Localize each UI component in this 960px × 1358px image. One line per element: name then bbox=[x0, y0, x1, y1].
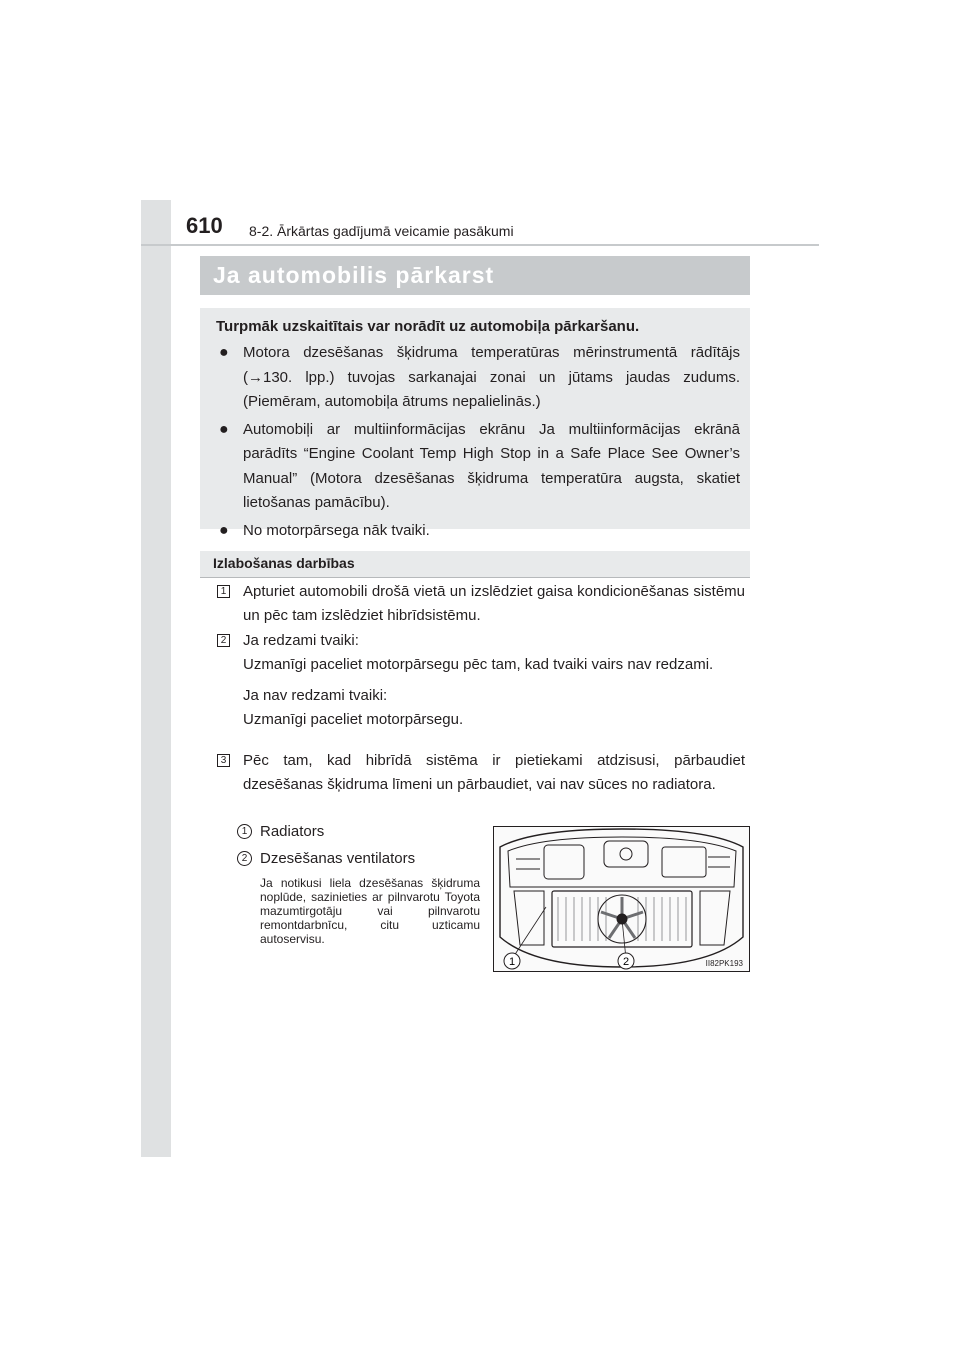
figure-callout-1: 1 bbox=[508, 956, 516, 968]
section-title-bar bbox=[200, 256, 750, 295]
header-rule bbox=[141, 244, 819, 246]
subsection-title: Izlabošanas darbības bbox=[213, 555, 355, 571]
subsection-rule bbox=[200, 577, 750, 578]
page-title: Ja automobilis pārkarst bbox=[213, 262, 495, 288]
chapter-title: 8-2. Ārkārtas gadījumā veicamie pasākumi bbox=[249, 223, 514, 239]
symptom-item bbox=[216, 418, 740, 516]
subsection-title-bar bbox=[200, 551, 750, 577]
symptom-item bbox=[216, 519, 740, 544]
figure-callout-2: 2 bbox=[622, 956, 630, 968]
engine-bay-illustration bbox=[493, 826, 750, 972]
step-2-action: Uzmanīgi paceliet motorpārsegu. bbox=[243, 711, 464, 728]
step-text bbox=[243, 629, 745, 732]
legend-number: 2 bbox=[237, 851, 252, 866]
step-3-text: Pēc tam, kad hibrīdā sistēma ir pietiekami atdzisusi, pārbaudiet dzesēšanas šķidruma līmeni un pārbaudiet, vai nav sūces no radiatora. bbox=[243, 752, 745, 793]
step-1-text: Apturiet automobili drošā vietā un izslēdziet gaisa kondicionēšanas sistēmu un pēc tam izslēdziet hibrīdsistēmu. bbox=[243, 583, 745, 624]
figure-code: II82PK193 bbox=[705, 959, 743, 968]
step-2-action: Uzmanīgi paceliet motorpārsegu pēc tam, kad tvaiki vairs nav redzami. bbox=[243, 656, 714, 673]
bullet-icon: ● bbox=[219, 521, 229, 539]
legend-label-radiator: Radiators bbox=[260, 823, 325, 840]
legend-label-fan: Dzesēšanas ventilators bbox=[260, 850, 416, 867]
step-2-condition: Ja redzami tvaiki: bbox=[243, 632, 359, 649]
engine-bay-drawing bbox=[494, 827, 749, 971]
symptoms-lead: Turpmāk uzskaitītais var norādīt uz automobiļa pārkaršanu. bbox=[216, 318, 640, 335]
step-2-condition: Ja nav redzami tvaiki: bbox=[243, 687, 388, 704]
page-number: 610 bbox=[186, 213, 223, 238]
bullet-icon: ● bbox=[219, 344, 229, 361]
symptom-text: No motorpārsega nāk tvaiki. bbox=[243, 521, 430, 539]
bullet-icon: ● bbox=[219, 420, 229, 438]
step-text bbox=[243, 580, 745, 628]
symptom-text: Automobiļi ar multiinformācijas ekrānu Ja multiinformācijas ekrānā parādīts “Engine Coolant Temp High Stop in a Safe Place See Owner’s Manual” (Motora dzesēšanas šķidruma temperatūra augsta, skatiet lietošanas pamācību). bbox=[243, 420, 740, 511]
side-band bbox=[141, 200, 171, 1157]
symptoms-box bbox=[200, 308, 750, 539]
symptom-text: Motora dzesēšanas šķidruma temperatūras mērinstrumentā rādītājs (→130. lpp.) tuvojas sarkanajai zonai un jūtams jaudas zudums. (Piemēram, automobiļa ātrums nepalielinās.) bbox=[243, 344, 740, 410]
step-number-badge: 3 bbox=[217, 754, 230, 767]
step-number-badge: 1 bbox=[217, 585, 230, 598]
legend-number: 1 bbox=[237, 824, 252, 839]
leak-note: Ja notikusi liela dzesēšanas šķidruma noplūde, sazinieties ar pilnvarotu Toyota mazumtirgotāju vai pilnvarotu remontdarbnīcu, citu uzticamu autoservisu. bbox=[260, 876, 480, 946]
symptom-item bbox=[216, 341, 740, 415]
step-text bbox=[243, 749, 745, 797]
step-number-badge: 2 bbox=[217, 634, 230, 647]
